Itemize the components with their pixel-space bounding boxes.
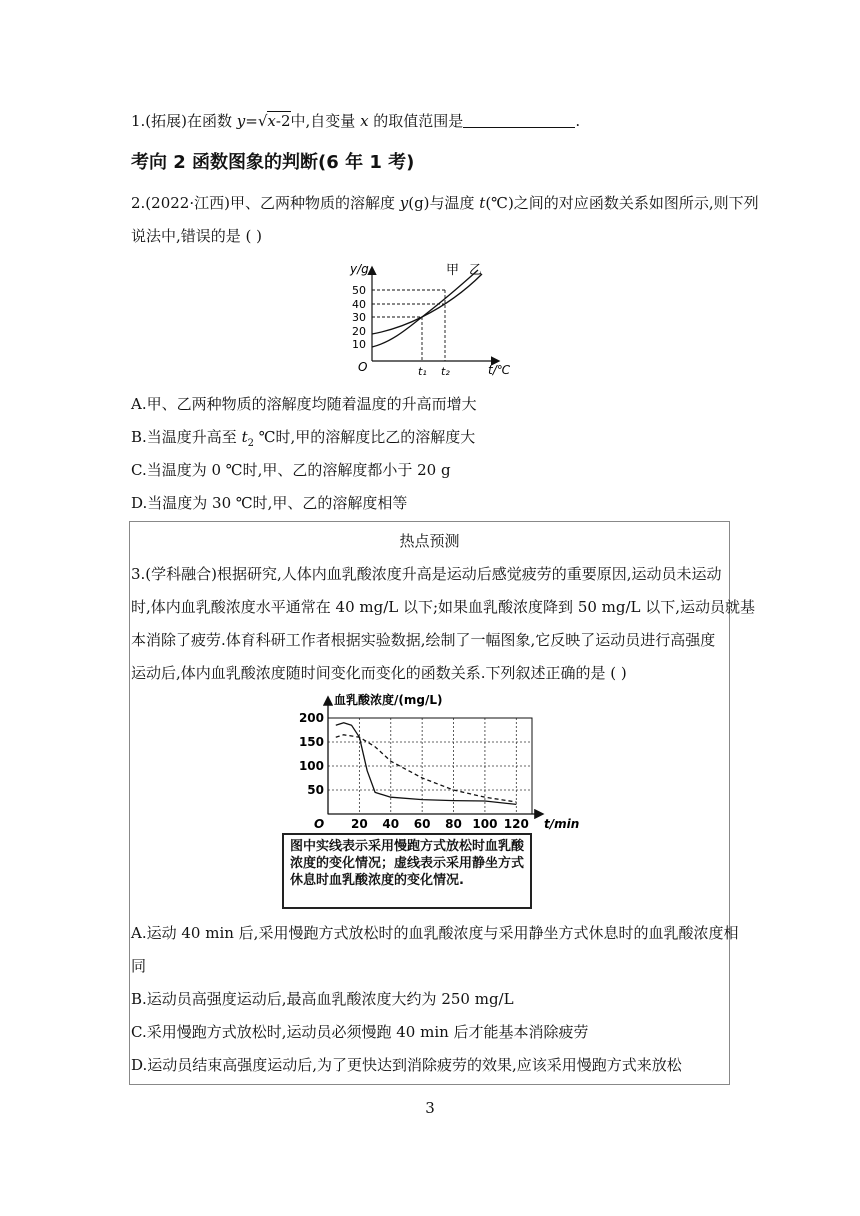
x-tick-label: 40: [382, 817, 400, 831]
q3-line-3: 本消除了疲劳.体育科研工作者根据实验数据,绘制了一幅图象,它反映了运动员进行高强度: [131, 631, 716, 649]
origin-label: O: [314, 817, 325, 831]
y-axis-label: 血乳酸浓度/(mg/L): [334, 693, 443, 707]
q2-var-t: t: [479, 194, 486, 212]
q2-text-c: (℃)之间的对应函数关系如图所示,则下列: [485, 194, 759, 212]
series-yi-label: 乙: [469, 263, 483, 278]
page-number: 3: [425, 1099, 435, 1117]
q1-radicand-var: x: [267, 112, 276, 130]
q2-option-b-text-b: ℃时,甲的溶解度比乙的溶解度大: [253, 428, 476, 446]
x-axis-label: t/min: [544, 817, 580, 831]
solubility-graph: [340, 258, 520, 380]
y-tick-30: 30: [352, 311, 366, 324]
y-tick-40: 40: [352, 298, 366, 311]
q2-option-c: C.当温度为 0 ℃时,甲、乙的溶解度都小于 20 g: [131, 461, 451, 479]
x-tick-label: 20: [351, 817, 368, 831]
q2-line-1: [131, 192, 759, 214]
q1-answer-blank: [463, 113, 575, 128]
q1-middle: 中,自变量: [290, 112, 361, 130]
q1-suffix: 的取值范围是: [368, 112, 464, 130]
q2-line-2: 说法中,错误的是 ( ): [131, 227, 263, 245]
y-tick-label: 150: [298, 735, 324, 749]
y-tick-label: 50: [307, 783, 324, 797]
x-tick-label: 80: [445, 817, 462, 831]
q2-option-b-t: t: [241, 428, 248, 446]
q3-option-d: D.运动员结束高强度运动后,为了更快达到消除疲劳的效果,应该采用慢跑方式来放松: [131, 1056, 682, 1074]
q2-option-b: [131, 426, 475, 455]
y-axis-label: y/g: [350, 262, 369, 276]
q3-line-1: 3.(学科融合)根据研究,人体内血乳酸浓度升高是运动后感觉疲劳的重要原因,运动员未运动: [131, 565, 722, 583]
q2-text-a: 2.(2022·江西)甲、乙两种物质的溶解度: [131, 194, 400, 212]
q3-line-2: 时,体内血乳酸浓度水平通常在 40 mg/L 以下;如果血乳酸浓度降到 50 mg/L 以下,运动员就基: [131, 598, 756, 616]
q1-end: .: [575, 112, 581, 130]
q3-option-a-line-2: 同: [131, 957, 147, 975]
series-jogging-solid-line: [336, 723, 517, 805]
series-jia-label: 甲: [446, 263, 460, 278]
q1-var-y: y: [236, 112, 246, 130]
q1-var-x: x: [360, 112, 369, 130]
y-tick-50: 50: [352, 284, 366, 297]
q1-prefix: 1.(拓展)在函数: [131, 112, 237, 130]
y-tick-label: 100: [298, 759, 324, 773]
x-tick-label: 120: [503, 817, 529, 831]
x-tick-t1: t₁: [418, 365, 427, 378]
x-tick-label: 100: [472, 817, 498, 831]
q2-var-y: y: [399, 194, 409, 212]
q3-option-b: B.运动员高强度运动后,最高血乳酸浓度大约为 250 mg/L: [131, 990, 514, 1008]
q1-radicand-rest: -2: [275, 112, 291, 130]
x-axis-label: t/℃: [488, 363, 511, 377]
chart-legend-note: 图中实线表示采用慢跑方式放松时血乳酸浓度的变化情况；虚线表示采用静坐方式休息时血乳酸浓度的变化情况.: [282, 833, 532, 909]
q1-eq: =: [245, 112, 258, 130]
question-1: [131, 110, 580, 132]
q2-option-d: D.当温度为 30 ℃时,甲、乙的溶解度相等: [131, 494, 408, 512]
hot-prediction-title: 热点预测: [399, 532, 460, 550]
origin-label: O: [358, 360, 368, 374]
series-jia-curve: [372, 270, 478, 347]
lactate-chart: [290, 692, 580, 831]
q3-option-a-line-1: A.运动 40 min 后,采用慢跑方式放松时的血乳酸浓度与采用静坐方式休息时的血乳酸浓度相: [131, 924, 739, 942]
q2-option-b-text-a: B.当温度升高至: [131, 428, 242, 446]
series-sitting-dashed-line: [336, 735, 517, 802]
q3-option-c: C.采用慢跑方式放松时,运动员必须慢跑 40 min 后才能基本消除疲劳: [131, 1023, 589, 1041]
section-heading: 考向 2 函数图象的判断(6 年 1 考): [131, 152, 415, 173]
y-tick-20: 20: [352, 325, 366, 338]
x-tick-t2: t₂: [441, 365, 450, 378]
q2-text-b: (g)与温度: [408, 194, 480, 212]
q3-line-4: 运动后,体内血乳酸浓度随时间变化而变化的函数关系.下列叙述正确的是 ( ): [131, 664, 627, 682]
q1-radicand: [267, 111, 290, 130]
y-tick-10: 10: [352, 338, 366, 351]
x-tick-label: 60: [413, 817, 431, 831]
q1-sqrt-sign: √: [257, 112, 268, 130]
q2-option-b-sub: 2: [247, 438, 254, 449]
q2-option-a: A.甲、乙两种物质的溶解度均随着温度的升高而增大: [131, 395, 477, 413]
y-tick-label: 200: [298, 711, 324, 725]
